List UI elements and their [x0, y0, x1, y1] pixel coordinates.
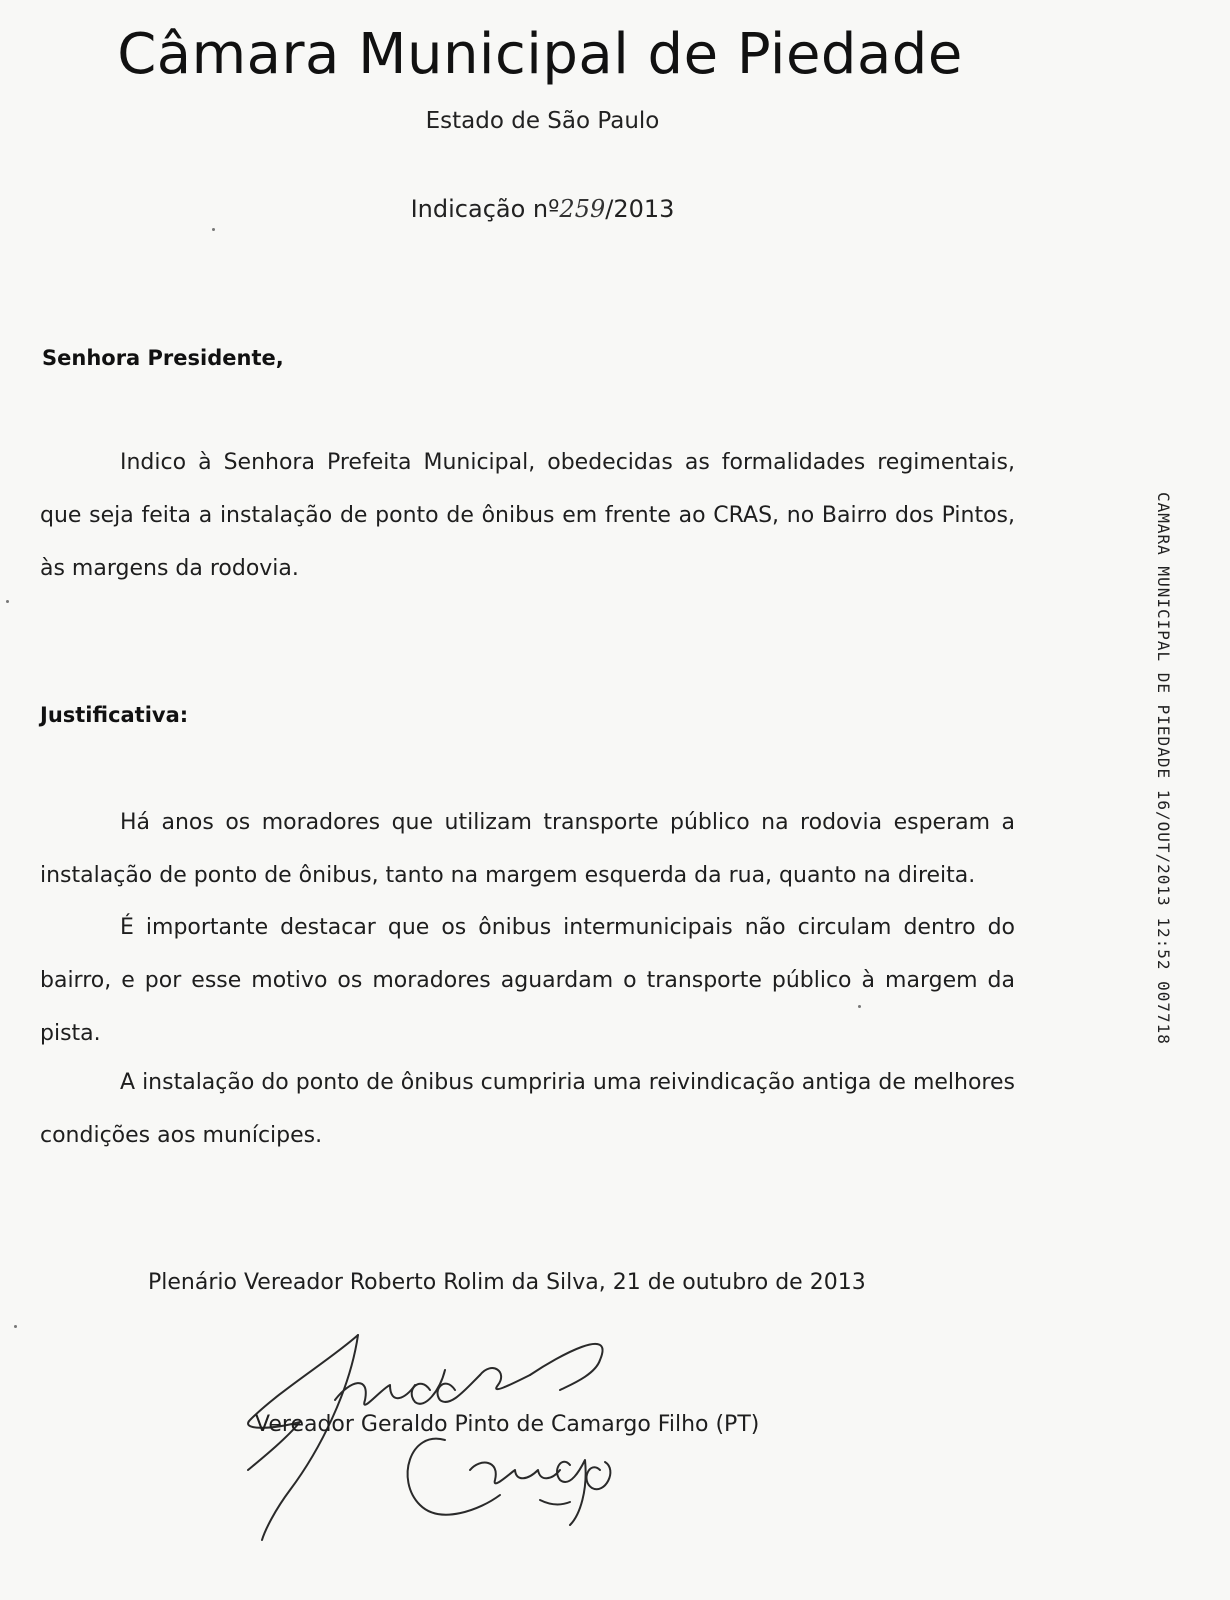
scan-speck: [212, 228, 215, 231]
salutation: Senhora Presidente,: [42, 346, 284, 370]
justificativa-paragraph: [40, 1056, 1015, 1162]
body-paragraph-text: Indico à Senhora Prefeita Municipal, obedecidas as formalidades regimentais, que seja feita a instalação de ponto de ônibus em frente ao CRAS, no Bairro dos Pintos, às margens da rodovia.: [40, 450, 1015, 581]
indicacao-number-line: [0, 195, 1085, 223]
justificativa-paragraph-text: Há anos os moradores que utilizam transporte público na rodovia esperam a instalação de ponto de ônibus, tanto na margem esquerda da rua, quanto na direita.: [40, 810, 1015, 888]
justificativa-heading: Justificativa:: [40, 703, 189, 727]
body-paragraph: [40, 436, 1015, 595]
scan-speck: [6, 600, 9, 603]
document-title: Câmara Municipal de Piedade: [117, 22, 963, 87]
indicacao-prefix: Indicação nº: [410, 195, 560, 223]
handwritten-signature: [240, 1330, 780, 1560]
justificativa-paragraph: [40, 901, 1015, 1060]
justificativa-paragraph-text: A instalação do ponto de ônibus cumpriria uma reivindicação antiga de melhores condições aos munícipes.: [40, 1070, 1015, 1148]
scan-speck: [858, 1005, 861, 1008]
scan-speck: [14, 1325, 17, 1328]
justificativa-paragraph-text: É importante destacar que os ônibus intermunicipais não circulam dentro do bairro, e por esse motivo os moradores aguardam o transporte público à margem da pista.: [40, 915, 1015, 1046]
indicacao-suffix: /2013: [605, 195, 675, 223]
document-subtitle: Estado de São Paulo: [425, 108, 660, 134]
protocol-stamp: [1143, 492, 1173, 1092]
protocol-stamp-text: CAMARA MUNICIPAL DE PIEDADE 16/OUT/2013 12:52 007718: [1154, 492, 1173, 1045]
justificativa-paragraph: [40, 796, 1015, 902]
signer-name: Vereador Geraldo Pinto de Camargo Filho (PT): [255, 1412, 760, 1437]
indicacao-handwritten-number: 259: [559, 195, 606, 223]
closing-place-date: Plenário Vereador Roberto Rolim da Silva, 21 de outubro de 2013: [148, 1270, 866, 1295]
